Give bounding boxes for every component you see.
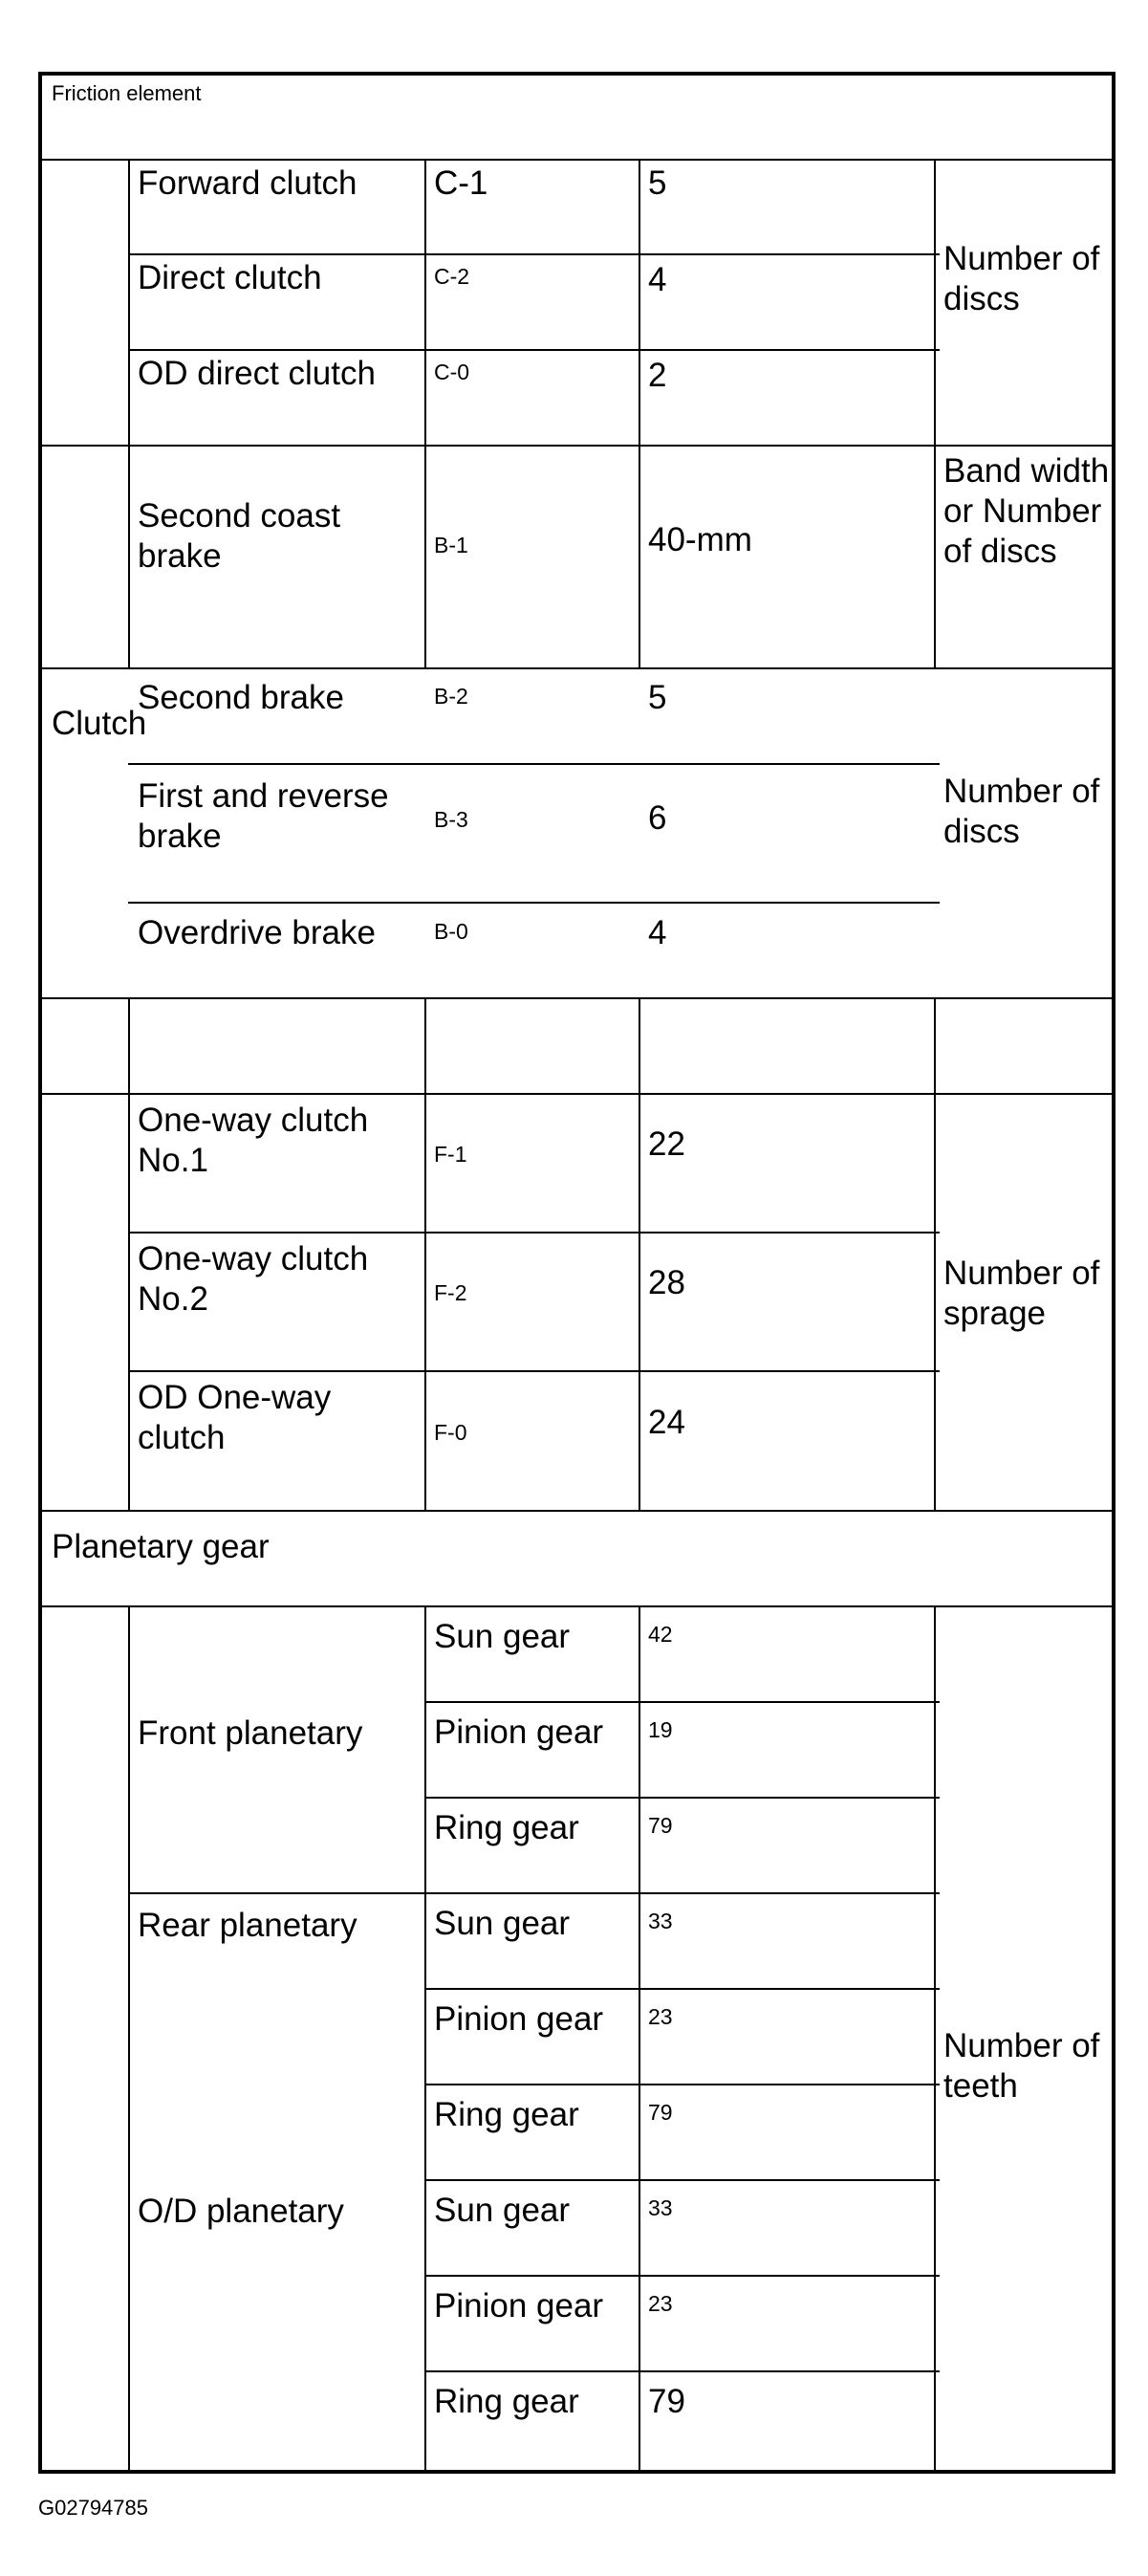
row-divider xyxy=(128,1370,940,1372)
planetary-group-name: Front planetary xyxy=(138,1714,363,1752)
unit-label: Number of discs xyxy=(943,240,1100,317)
section-title-friction: Friction element xyxy=(52,81,202,105)
clutch-code: F-2 xyxy=(434,1280,467,1305)
column-divider xyxy=(934,1605,936,2474)
row-divider xyxy=(424,2084,940,2085)
clutch-value: 22 xyxy=(648,1125,685,1163)
unit-label: Number of sprage xyxy=(943,1255,1100,1332)
friction-code: C-1 xyxy=(434,164,488,202)
column-divider xyxy=(424,997,426,1511)
clutch-code: F-1 xyxy=(434,1142,467,1167)
clutch-name: One-way clutch No.2 xyxy=(138,1240,369,1318)
column-divider xyxy=(128,159,130,668)
gear-name: Sun gear xyxy=(434,1905,571,1942)
gear-teeth: 23 xyxy=(648,2291,673,2316)
gear-name: Pinion gear xyxy=(434,2287,604,2325)
gear-name: Pinion gear xyxy=(434,1714,604,1751)
friction-name: Direct clutch xyxy=(138,259,322,296)
column-divider xyxy=(424,159,426,668)
clutch-value: 28 xyxy=(648,1264,685,1301)
clutch-name: One-way clutch No.1 xyxy=(138,1102,369,1179)
friction-name: Overdrive brake xyxy=(138,914,376,951)
row-divider xyxy=(128,349,940,351)
gear-name: Sun gear xyxy=(434,2192,571,2229)
column-divider xyxy=(639,1605,640,2474)
unit-label: Number of teeth xyxy=(943,2027,1100,2105)
friction-code: B-2 xyxy=(434,684,468,709)
spec-table xyxy=(38,72,1116,2474)
row-divider xyxy=(42,159,1112,161)
friction-name: Forward clutch xyxy=(138,164,357,202)
row-divider xyxy=(42,1093,1112,1095)
planetary-group-name: Rear planetary xyxy=(138,1907,357,1944)
friction-code: C-2 xyxy=(434,264,470,289)
friction-value: 4 xyxy=(648,914,667,951)
gear-name: Sun gear xyxy=(434,1618,571,1655)
gear-teeth: 19 xyxy=(648,1717,673,1742)
row-divider xyxy=(128,253,940,255)
friction-value: 4 xyxy=(648,261,667,298)
friction-value: 40-mm xyxy=(648,521,752,558)
friction-code: C-0 xyxy=(434,360,470,384)
row-divider xyxy=(424,1988,940,1990)
gear-teeth: 79 xyxy=(648,1813,673,1838)
column-divider xyxy=(128,1605,130,2474)
gear-name: Ring gear xyxy=(434,2096,579,2133)
friction-value: 5 xyxy=(648,679,667,716)
column-divider xyxy=(934,997,936,1511)
friction-value: 6 xyxy=(648,799,667,837)
row-divider xyxy=(128,763,940,765)
row-divider xyxy=(128,1232,940,1233)
figure-code: G02794785 xyxy=(38,2496,148,2520)
row-divider xyxy=(424,2179,940,2181)
section-title-planetary: Planetary gear xyxy=(52,1528,270,1565)
section-title-clutch: Clutch xyxy=(52,705,147,742)
friction-name: OD direct clutch xyxy=(138,355,376,392)
gear-teeth: 79 xyxy=(648,2100,673,2125)
friction-value: 2 xyxy=(648,357,667,394)
friction-name: Second coast brake xyxy=(138,497,341,575)
row-divider xyxy=(128,902,940,904)
gear-name: Pinion gear xyxy=(434,2000,604,2038)
gear-teeth: 33 xyxy=(648,2195,673,2220)
gear-name: Ring gear xyxy=(434,1809,579,1846)
column-divider xyxy=(424,1605,426,2474)
column-divider xyxy=(128,997,130,1511)
gear-teeth: 23 xyxy=(648,2004,673,2029)
friction-value: 5 xyxy=(648,164,667,202)
column-divider xyxy=(639,997,640,1511)
row-divider xyxy=(424,2275,940,2277)
friction-code: B-3 xyxy=(434,807,468,832)
friction-name: Second brake xyxy=(138,679,344,716)
row-divider xyxy=(424,1701,940,1703)
friction-code: B-0 xyxy=(434,919,468,944)
planetary-group-name: O/D planetary xyxy=(138,2193,344,2230)
row-divider xyxy=(42,445,1112,447)
clutch-name: OD One-way clutch xyxy=(138,1379,332,1456)
gear-teeth: 79 xyxy=(648,2383,685,2420)
clutch-value: 24 xyxy=(648,1404,685,1441)
row-divider xyxy=(128,1892,940,1894)
column-divider xyxy=(639,159,640,668)
gear-teeth: 33 xyxy=(648,1909,673,1933)
friction-code: B-1 xyxy=(434,533,468,557)
friction-name: First and reverse brake xyxy=(138,777,389,855)
row-divider xyxy=(42,1605,1112,1607)
column-divider xyxy=(934,159,936,668)
gear-name: Ring gear xyxy=(434,2383,579,2420)
row-divider xyxy=(42,667,1112,669)
row-divider xyxy=(424,1797,940,1799)
row-divider xyxy=(42,997,1112,999)
unit-label: Band width or Number of discs xyxy=(943,452,1110,570)
gear-teeth: 42 xyxy=(648,1622,673,1647)
unit-label: Number of discs xyxy=(943,773,1100,850)
row-divider xyxy=(42,1510,1112,1512)
row-divider xyxy=(424,2370,940,2372)
clutch-code: F-0 xyxy=(434,1420,467,1445)
